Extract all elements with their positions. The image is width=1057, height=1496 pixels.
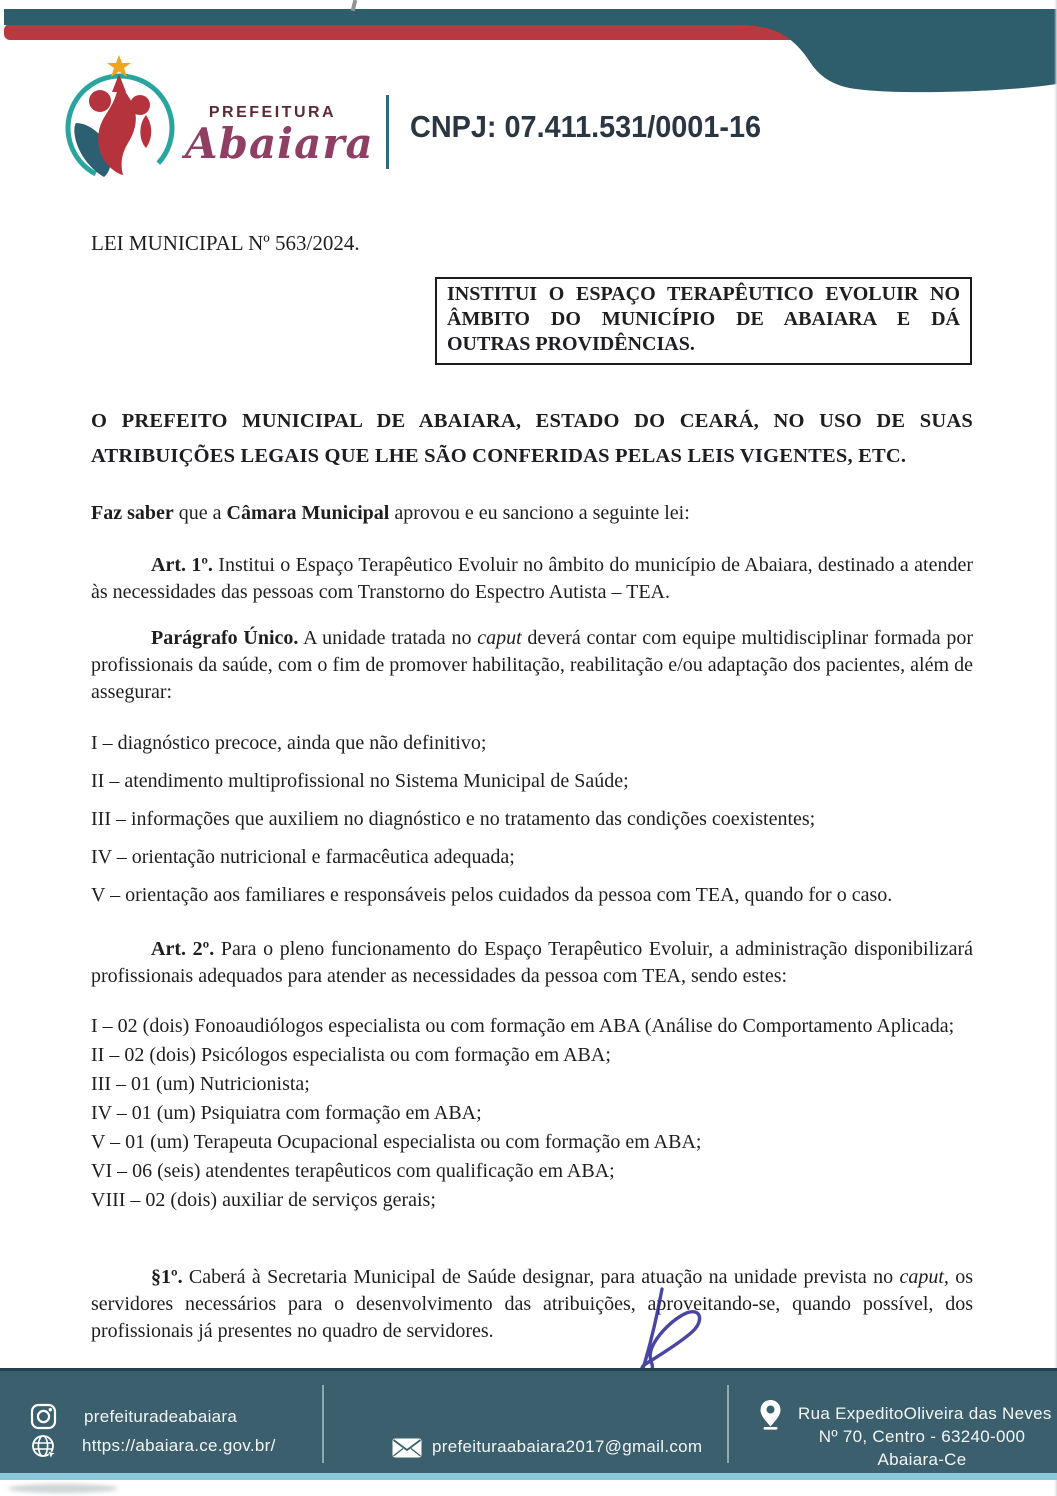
footer-divider-left [322,1385,324,1463]
item-roman-v: V – 01 (um) Terapeuta Ocupacional especialista ou com formação em ABA; [91,1131,702,1153]
item-roman-v: V – orientação aos familiares e responsáveis pelos cuidados da pessoa com TEA, quando for o caso. [91,884,893,906]
item-roman-ii: II – 02 (dois) Psicólogos especialista ou com formação em ABA; [91,1044,611,1066]
header-divider [386,95,389,169]
brand-abaiara-name: Abaiara [185,119,374,168]
item-roman-iii: III – 01 (um) Nutricionista; [91,1073,310,1095]
location-pin-icon [759,1399,782,1430]
prefeitura-abaiara-logo [60,52,180,188]
footer-divider-right [727,1385,729,1463]
cnpj-number: CNPJ: 07.411.531/0001-16 [410,109,762,144]
address-line: Rua ExpeditoOliveira das Neves [798,1404,1052,1423]
instagram-icon [30,1403,57,1430]
footer-accent-strip [0,1473,1057,1480]
paragrafo-unico [91,625,973,706]
preamble: O PREFEITO MUNICIPAL DE ABAIARA, ESTADO DO CEARÁ, NO USO DE SUAS ATRIBUIÇÕES LEGAIS QUE LHE SÃO CONFERIDAS PELAS LEIS VIGENTES, ETC. [91,410,973,467]
ementa-line: ÂMBITO DO MUNICÍPIO DE ABAIARA E DÁ [447,308,960,330]
brand-prefeitura-label: PREFEITURA [208,104,337,121]
law-number: LEI MUNICIPAL Nº 563/2024. [91,231,360,255]
ementa-box [435,277,972,365]
item-roman-i: I – diagnóstico precoce, ainda que não definitivo; [91,732,487,754]
paragrafo-unico-text: A unidade tratada no [298,627,478,649]
paragraph-1-text: Caberá à Secretaria Municipal de Saúde designar, para atuação na unidade prevista no [182,1266,900,1288]
article-1-label: Art. 1º. [151,554,213,576]
item-roman-iv: IV – orientação nutricional e farmacêutica adequada; [91,846,515,868]
camara-municipal-label: Câmara Municipal [226,502,390,524]
article-1 [91,552,973,606]
item-roman-ii: II – atendimento multiprofissional no Sistema Municipal de Saúde; [91,770,629,792]
paragrafo-unico-text: deverá contar com equipe multidisciplinar formada por profissionais da saúde, com o fim de promover habilitação, reabilitação e/ou adaptação dos pacientes, além de assegurar: [91,627,973,703]
ementa-line: OUTRAS PROVIDÊNCIAS. [447,333,695,355]
ementa-line: INSTITUI O ESPAÇO TERAPÊUTICO EVOLUIR NO [447,283,960,305]
item-roman-i: I – 02 (dois) Fonoaudiólogos especialista ou com formação em ABA (Análise do Comportamento Aplicada; [91,1015,955,1037]
article-2-text: Para o pleno funcionamento do Espaço Terapêutico Evoluir, a administração disponibilizará profissionais adequados para atender as necessidades da pessoa com TEA, sendo estes: [91,938,973,987]
website-url: https://abaiara.ce.gov.br/ [82,1436,276,1455]
address-line: Abaiara-Ce [877,1450,967,1469]
address-block [798,1402,1052,1471]
brand-text [185,104,374,168]
article-2-items [91,1012,973,1215]
article-1-text: Institui o Espaço Terapêutico Evoluir no âmbito do município de Abaiara, destinado a atender às necessidades das pessoas com Transtorno do Espectro Autista – TEA. [91,554,973,603]
item-roman-iv: IV – 01 (um) Psiquiatra com formação em ABA; [91,1102,482,1124]
paragrafo-unico-label: Parágrafo Único. [151,627,299,649]
globe-icon [30,1433,57,1460]
paragraph-1 [91,1264,973,1345]
enactment-text: aprovou e eu sanciono a seguinte lei: [389,502,690,524]
caput-italic: caput [477,627,522,649]
paragraph-1-label: §1º. [151,1266,183,1288]
article-1-items [91,730,973,920]
paragraph-1-text: , os servidores necessários para o desenvolvimento das atribuições, aproveitando-se, quando possível, dos profissionais já presentes no quadro de servidores. [91,1266,973,1342]
address-line: Nº 70, Centro - 63240-000 [818,1427,1026,1446]
enactment-line [91,500,973,527]
instagram-handle: prefeituradeabaiara [84,1407,238,1426]
item-roman-viii: VIII – 02 (dois) auxiliar de serviços gerais; [91,1189,436,1211]
article-2-label: Art. 2º. [151,938,215,960]
enactment-text: que a [173,502,227,524]
envelope-icon [392,1438,422,1458]
scan-smudge [8,1484,118,1493]
item-roman-iii: III – informações que auxiliem no diagnóstico e no tratamento das condições coexistentes; [91,808,816,830]
caput-italic: caput [899,1266,944,1288]
footer-bar [0,1368,1057,1473]
item-roman-vi: VI – 06 (seis) atendentes terapêuticos com qualificação em ABA; [91,1160,615,1182]
faz-saber-label: Faz saber [91,502,174,524]
article-2 [91,936,973,990]
email-address: prefeituraabaiara2017@gmail.com [432,1437,703,1456]
